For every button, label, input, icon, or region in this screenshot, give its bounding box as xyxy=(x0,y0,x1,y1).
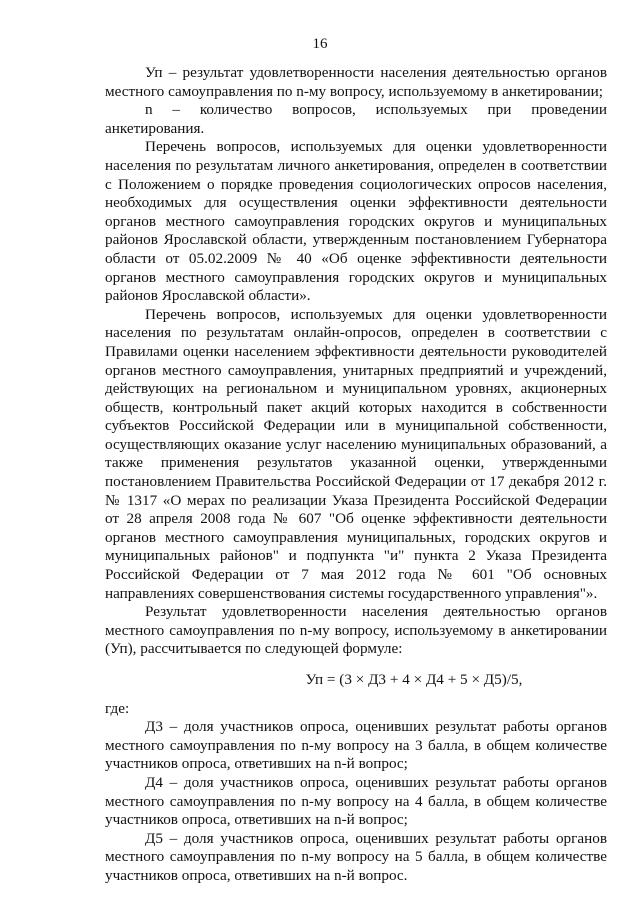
page-number: 16 xyxy=(312,36,328,52)
paragraph-n-definition-continued: анкетирования. xyxy=(105,119,205,137)
document-body xyxy=(105,64,607,886)
paragraph-questions-personal-survey: Перечень вопросов, используемых для оценки удовлетворенности населения по результатам личного анкетирования, определен в соответствии с Положением о порядке проведения социологических опросов населения, необходимых для осуществления оценки эффективности деятельности органов местного самоуправления городских округов и муниципальных районов Ярославской области, утвержденным постановлением Губернатора области от 05.02.2009 № 40 «Об оценке эффективности деятельности органов местного самоуправления городских округов и муниципальных районов Ярославской области». xyxy=(105,138,607,305)
paragraph-d5-definition: Д5 – доля участников опроса, оценивших результат работы органов местного самоуправления по n-му вопросу на 5 балла, в общем количестве участников опроса, ответивших на n-й вопрос. xyxy=(105,829,607,884)
paragraph-n-definition: n – количество вопросов, используемых при проведении xyxy=(145,101,607,119)
paragraph-d3-definition: Д3 – доля участников опроса, оценивших результат работы органов местного самоуправления по n-му вопросу на 3 балла, в общем количестве участников опроса, ответивших на n-й вопрос; xyxy=(105,718,607,773)
paragraph-questions-online-survey: Перечень вопросов, используемых для оценки удовлетворенности населения по результатам онлайн-опросов, определен в соответствии с Правилами оценки населением эффективности деятельности руководителей органов местного самоуправления, унитарных предприятий и учреждений, действующих на региональном и муниципальном уровнях, акционерных обществ, контрольный пакет акций которых находится в собственности субъектов Российской Федерации или в муниципальной собственности, осуществляющих оказание услуг населению муниципальных образований, а также применения результатов указанной оценки, утвержденными постановлением Правительства Российской Федерации от 17 декабря 2012 г. № 1317 «О мерах по реализации Указа Президента Российской Федерации от 28 апреля 2008 года № 607 "Об оценке эффективности деятельности органов местного самоуправления муниципальных, городских округов и муниципальных районов" и подпункта "и" пункта 2 Указа Президента Российской Федерации от 7 мая 2012 года № 601 "Об основных направлениях совершенствования системы государственного управления"». xyxy=(105,305,607,602)
paragraph-result-intro: Результат удовлетворенности населения деятельностью органов местного самоуправления по n-му вопросу, используемому в анкетировании (Уп), рассчитывается по следующей формуле: xyxy=(105,603,607,658)
paragraph-yn-definition: Уп – результат удовлетворенности населения деятельностью органов местного самоуправления по n-му вопросу, используемому в анкетировании; xyxy=(105,64,607,100)
formula: Уп = (3 × Д3 + 4 × Д4 + 5 × Д5)/5, xyxy=(305,671,523,688)
paragraph-d4-definition: Д4 – доля участников опроса, оценивших результат работы органов местного самоуправления по n-му вопросу на 4 балла, в общем количестве участников опроса, ответивших на n-й вопрос; xyxy=(105,773,607,829)
where-label: где: xyxy=(105,699,130,717)
